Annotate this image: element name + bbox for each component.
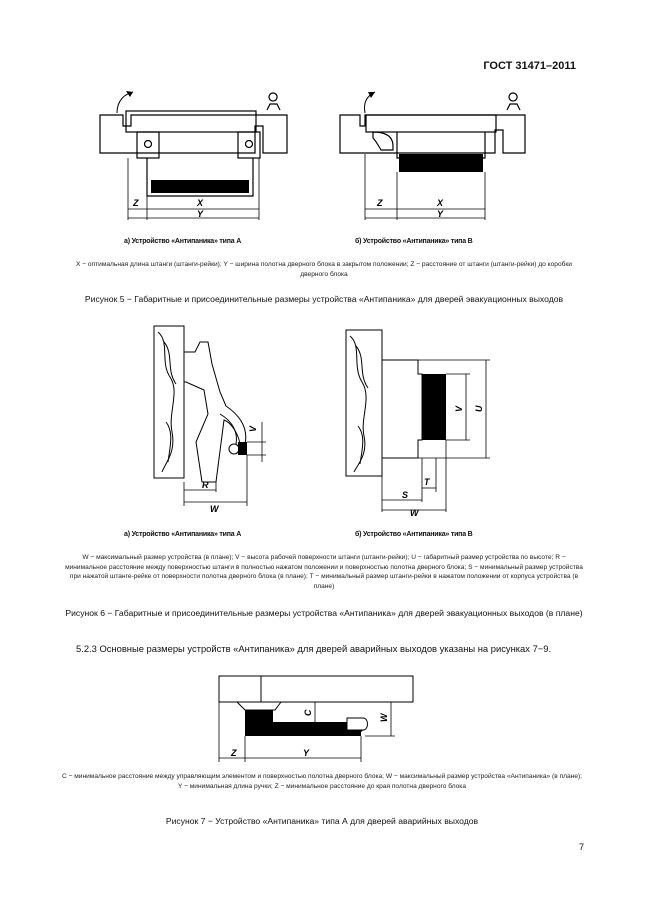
label-v: V — [454, 405, 464, 412]
standard-header: ГОСТ 31471–2011 — [483, 60, 576, 72]
figure5-note: X − оптимальная длина штанги (штанги-рейки); Y − ширина полотна дверного блока в закрытом положении; Z − расстояние от штанги (штанги-рейки) до коробки дверного блока — [76, 261, 572, 278]
figure5a-drawing — [95, 88, 295, 228]
figure7-title: Рисунок 7 − Устройство «Антипаника» типа А для дверей аварийных выходов — [165, 816, 479, 826]
figure6a-caption: а) Устройство «Антипаника» типа А — [124, 531, 242, 538]
label-t: T — [424, 477, 430, 487]
figure6-note: W − максимальный размер устройства (в плане); V − высота рабочей поверхности штанги (штанги-рейки); U − габаритный размер устройства по высоте; R − минимальное расстояние между поверхностью штанги в полностью нажатом положении и поверхностью полотна дверного блока; S − минимальный размер устройства при нажатой штанге-рейке от поверхности полотна дверного блока (в плане); T − минимальный размер штанги-рейки в нажатом положении от корпуса устройства (в плане) — [65, 554, 583, 590]
figure6b-caption: б) Устройство «Антипаника» типа В — [355, 531, 473, 538]
label-u: U — [474, 405, 484, 412]
figure6a-drawing — [150, 322, 280, 518]
page-number: 7 — [578, 842, 584, 852]
label-v: V — [248, 425, 258, 432]
section-paragraph: 5.2.3 Основные размеры устройств «Антипаника» для дверей аварийных выходов указаны на рисунках 7−9. — [76, 643, 552, 654]
label-z: Z — [231, 748, 237, 758]
label-s: S — [402, 490, 409, 500]
label-w: W — [210, 504, 219, 514]
label-r: R — [202, 480, 209, 490]
figure5-title: Рисунок 5 − Габаритные и присоединительные размеры устройства «Антипаника» для дверей эвакуационных выходов — [84, 294, 564, 304]
label-w: W — [410, 508, 419, 518]
label-y: Y — [437, 209, 444, 219]
label-z: Z — [377, 198, 383, 208]
label-z: Z — [133, 198, 139, 208]
label-y: Y — [197, 209, 204, 219]
label-x: X — [197, 198, 204, 208]
label-w: W — [379, 713, 389, 722]
figure5a-caption: а) Устройство «Антипаника» типа А — [124, 238, 242, 245]
figure7-note: C − минимальное расстояние между управляющим элементом и поверхностью полотна дверного блока; W − максимальный размер устройства «Антипаника» (в плане); Y − минимальная длина ручки; Z − минимальное расстояние до края полотна дверного блока — [61, 773, 583, 790]
label-y: Y — [303, 748, 310, 758]
figure7-drawing — [215, 672, 415, 768]
figure5b-caption: б) Устройство «Антипаника» типа В — [355, 238, 473, 245]
label-c: C — [303, 709, 313, 716]
figure6b-drawing — [340, 322, 500, 518]
figure5b-drawing — [335, 88, 535, 228]
label-x: X — [437, 198, 444, 208]
figure6-title: Рисунок 6 − Габаритные и присоединительные размеры устройства «Антипаника» для дверей эвакуационных выходов (в плане) — [65, 608, 583, 618]
